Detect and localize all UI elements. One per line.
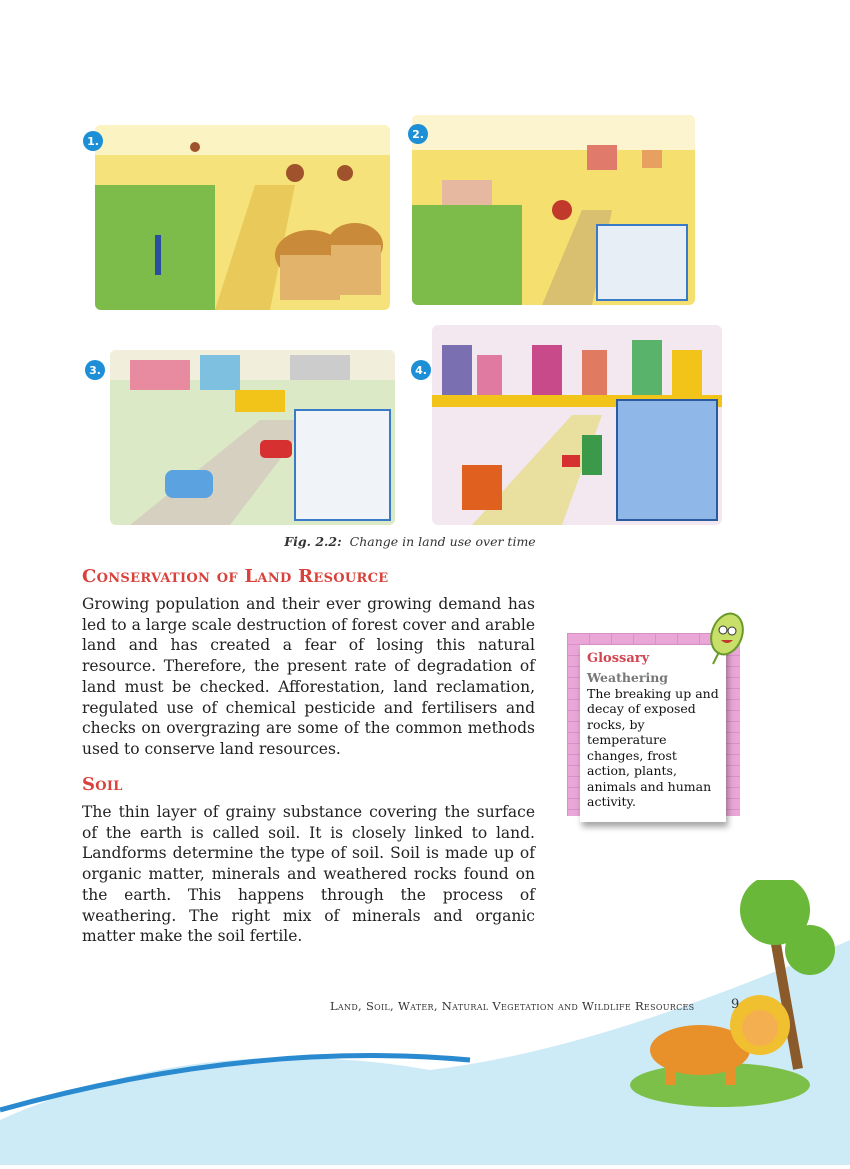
- running-footer-title: Land, Soil, Water, Natural Vegetation and Wildlife Resources: [330, 999, 695, 1013]
- glossary-title: Glossary: [587, 651, 650, 666]
- decorative-wave-illustration: [0, 880, 850, 1165]
- figure-caption: [0, 534, 820, 549]
- glossary-box: [580, 645, 726, 822]
- panel-number-2: 2.: [408, 124, 428, 144]
- soil-paragraph: The thin layer of grainy substance covering the surface of the earth is called soil. It is closely linked to land. Landforms determine the type of soil. Soil is made up of organic matter, minerals and weathered rocks found on the earth. This happens through the process of weathering. The right mix of minerals and organic matter make the soil fertile.: [82, 803, 535, 946]
- illustration-town: [110, 350, 395, 525]
- glossary-definition: The breaking up and decay of exposed rocks, by temperature changes, frost action, plants, animals and human activity.: [587, 685, 719, 809]
- conservation-heading: Conservation of Land Resource: [82, 566, 389, 587]
- conservation-paragraph: Growing population and their ever growing demand has led to a large scale destruction of forest cover and arable land and has created a fear of losing this natural resource. Therefore, the present rate of degradation of land must be checked. Afforestation, land reclamation, regulated use of chemical pesticide and fertilisers and checks on overgrazing are some of the common methods used to conserve land resources.: [82, 595, 535, 758]
- leaf-mascot-icon: [705, 612, 745, 671]
- page-number: 9: [731, 997, 740, 1012]
- glossary-term: Weathering: [587, 670, 669, 685]
- illustration-rural-village: [95, 125, 390, 310]
- panel-number-1: 1.: [83, 131, 103, 151]
- panel-number-3: 3.: [85, 360, 105, 380]
- figure-caption-text: Change in land use over time: [349, 534, 536, 549]
- illustration-city: [432, 325, 722, 525]
- soil-heading: Soil: [82, 774, 123, 795]
- illustration-developing-village: [412, 115, 695, 305]
- figure-caption-label: Fig. 2.2:: [284, 534, 342, 549]
- panel-number-4: 4.: [411, 360, 431, 380]
